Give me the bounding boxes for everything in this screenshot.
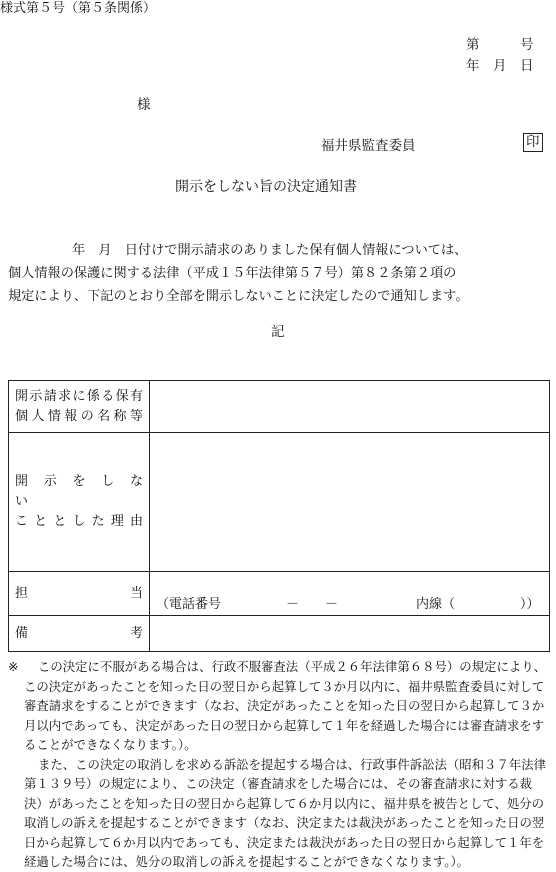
- note-para-1-text: この決定に不服がある場合は、行政不服審査法（平成２６年法律第６８号）の規定により、この決定があったことを知った日の翌日から起算して３か月以内に、福井県監査委員に対して審査請求をすることができます（なお、決定があったことを知った日の翌日から起算して３か月以内であっても、決定があった日の翌日から起算して１年を経過した場合には審査請求をすることができなくなります。）。: [24, 659, 547, 752]
- document-number: 第 号: [466, 37, 534, 53]
- label-reason-line2: こ と と し た 理 由: [15, 514, 143, 529]
- label-info-name-line2: 個人情報の名称等: [15, 408, 143, 424]
- label-info-name: [9, 381, 150, 433]
- seal-mark: 印: [523, 133, 543, 152]
- document-title: 開示をしない旨の決定通知書: [175, 179, 357, 195]
- label-reason: [9, 433, 157, 572]
- body-line-1: 年 月 日付けで開示請求のありました保有個人情報については、: [72, 243, 468, 258]
- phone-line: （電話番号 － － 内線（ ））: [156, 597, 540, 612]
- label-contact-text: 担 当: [15, 585, 143, 601]
- label-contact: [9, 572, 150, 616]
- note-mark: ※: [8, 659, 19, 674]
- label-reason-line1: 開 示 を し な い: [15, 474, 157, 509]
- value-remarks: [150, 616, 550, 652]
- table-row: [9, 381, 550, 433]
- note-para-2: また、この決定の取消しを求める訴訟を提起する場合は、行政事件訴訟法（昭和３７年法律第１３９号）の規定により、この決定（審査請求をした場合には、その審査請求に対する裁決）があったことを知った日の翌日から起算して６か月以内に、福井県を被告として、処分の取消しの訴えを提起することができます（なお、決定または裁決があったことを知った日の翌日から起算して６か月以内であっても、決定または裁決があった日の翌日から起算して１年を経過した場合には、処分の取消しの訴えを提起することができなくなります。）。: [24, 756, 547, 869]
- ki-heading: 記: [271, 324, 285, 340]
- value-contact: [150, 572, 550, 616]
- issuer-name: 福井県監査委員: [321, 138, 416, 154]
- note-para-1: [8, 657, 548, 755]
- info-table: [8, 380, 550, 652]
- label-remarks-text: 備 考: [15, 625, 143, 641]
- body-paragraph: [8, 239, 548, 308]
- table-row: [9, 433, 550, 572]
- value-reason: [150, 433, 550, 572]
- body-line-3: 規定により、下記のとおり全部を開示しないことに決定したので通知します。: [8, 289, 469, 304]
- body-line-2: 個人情報の保護に関する法律（平成１５年法律第５７号）第８２条第２項の: [8, 266, 457, 281]
- label-remarks: [9, 616, 150, 652]
- addressee-suffix: 様: [137, 97, 151, 113]
- table-row: [9, 616, 550, 652]
- form-id: 様式第５号（第５条関係）: [0, 1, 157, 16]
- label-info-name-line1: 開示請求に係る保有: [15, 388, 143, 404]
- note-section: [8, 657, 548, 872]
- table-row: [9, 572, 550, 616]
- document-date: 年 月 日: [466, 58, 534, 74]
- value-info-name: [150, 381, 550, 433]
